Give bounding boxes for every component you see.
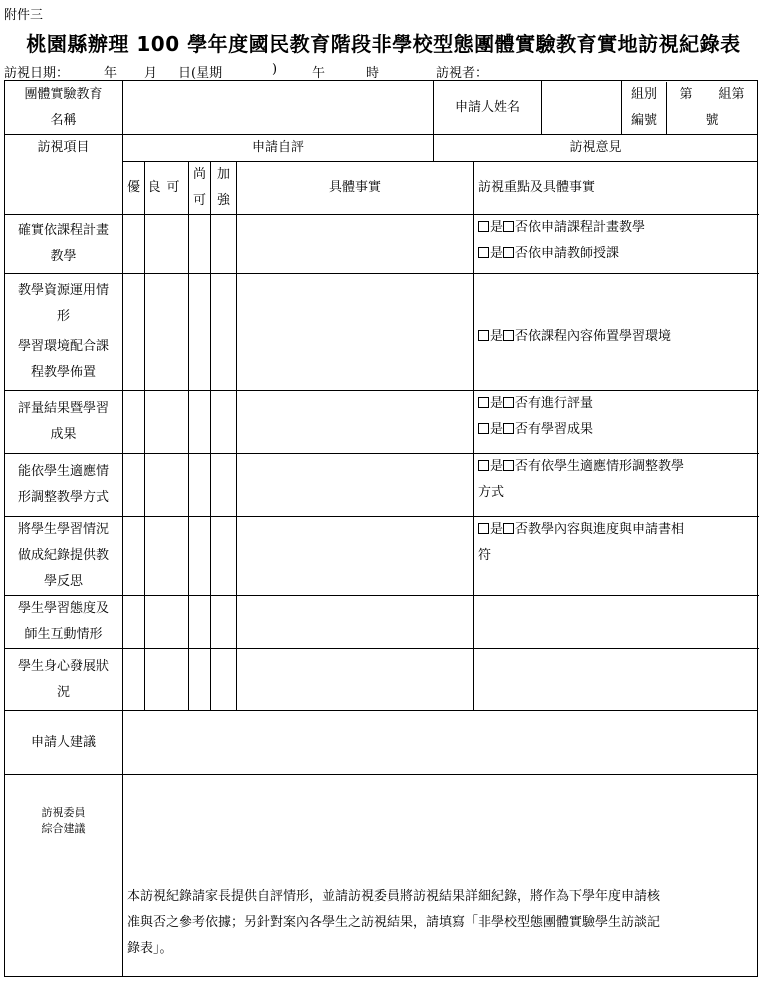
rating-good-ok[interactable] xyxy=(145,596,189,649)
row-item: 能依學生適應情 形調整教學方式 xyxy=(5,454,123,517)
close-paren: ) xyxy=(272,62,278,77)
rating-good-ok[interactable] xyxy=(145,517,189,596)
group-name-field[interactable] xyxy=(123,81,434,135)
ampm-label: 午 xyxy=(312,66,326,81)
committee-suggestion-field[interactable] xyxy=(123,775,758,977)
visit-focus-cell[interactable] xyxy=(474,649,758,711)
rating-fair[interactable] xyxy=(189,454,211,517)
facts-field[interactable] xyxy=(237,274,474,391)
visit-focus-label: 訪視重點及具體事實 xyxy=(474,162,758,215)
facts-field[interactable] xyxy=(237,649,474,711)
no-checkbox[interactable] xyxy=(503,330,514,341)
no-checkbox[interactable] xyxy=(503,460,514,471)
applicant-name-label: 申請人姓名 xyxy=(434,81,542,135)
facts-field[interactable] xyxy=(237,391,474,454)
visit-focus-cell: 是 否依課程內容佈置學習環境 xyxy=(474,274,758,391)
rating-excellent[interactable] xyxy=(123,215,145,274)
row-item: 將學生學習情況 做成紀錄提供教 學反思 xyxy=(5,517,123,596)
rating-excellent[interactable] xyxy=(123,596,145,649)
table-row xyxy=(5,215,758,274)
rating-good-ok[interactable] xyxy=(145,274,189,391)
rating-good-ok[interactable] xyxy=(145,454,189,517)
rating-excellent[interactable] xyxy=(123,517,145,596)
applicant-name-field[interactable] xyxy=(542,81,622,135)
rating-improve[interactable] xyxy=(211,274,237,391)
no-checkbox[interactable] xyxy=(503,523,514,534)
self-eval-label: 申請自評 xyxy=(123,135,434,162)
yes-checkbox[interactable] xyxy=(478,523,489,534)
applicant-suggestion-field[interactable] xyxy=(123,711,758,775)
no-checkbox[interactable] xyxy=(503,423,514,434)
good-ok-label: 良可 xyxy=(145,162,189,215)
group-name-label: 團體實驗教育 名稱 xyxy=(5,81,123,135)
table-row xyxy=(5,517,758,596)
month-label: 月 xyxy=(144,66,158,81)
rating-improve[interactable] xyxy=(211,454,237,517)
improve-label: 加 強 xyxy=(211,162,237,215)
row-item: 學生學習態度及 師生互動情形 xyxy=(5,596,123,649)
visit-focus-cell: 是 否教學內容與進度與申請書相 符 xyxy=(474,517,758,596)
table-row xyxy=(5,596,758,649)
form-note-line: 錄表」。 xyxy=(127,941,173,956)
facts-label: 具體事實 xyxy=(237,162,474,215)
form-title: 桃園縣辦理 100 學年度國民教育階段非學校型態團體實驗教育實地訪視紀錄表 xyxy=(26,32,741,56)
visit-opinion-label: 訪視意見 xyxy=(434,135,758,162)
rating-good-ok[interactable] xyxy=(145,649,189,711)
table-row xyxy=(5,391,758,454)
rating-fair[interactable] xyxy=(189,215,211,274)
rating-excellent[interactable] xyxy=(123,454,145,517)
rating-fair[interactable] xyxy=(189,596,211,649)
yes-checkbox[interactable] xyxy=(478,460,489,471)
facts-field[interactable] xyxy=(237,215,474,274)
table-row xyxy=(5,454,758,517)
group-number-cell: 組別 編號 第 組第 號 xyxy=(622,81,758,135)
table-row xyxy=(5,649,758,711)
rating-improve[interactable] xyxy=(211,215,237,274)
visit-date-label: 訪視日期： xyxy=(4,66,70,81)
visit-focus-cell[interactable] xyxy=(474,596,758,649)
rating-fair[interactable] xyxy=(189,517,211,596)
facts-field[interactable] xyxy=(237,517,474,596)
visit-focus-cell: 是 否有進行評量 是 否有學習成果 xyxy=(474,391,758,454)
rating-fair[interactable] xyxy=(189,274,211,391)
yes-checkbox[interactable] xyxy=(478,397,489,408)
rating-excellent[interactable] xyxy=(123,274,145,391)
form-note-line: 本訪視紀錄請家長提供自評情形，並請訪視委員將訪視結果詳細紀錄，將作為下學年度申請核 xyxy=(127,889,661,904)
year-label: 年 xyxy=(104,66,118,81)
visit-record-table xyxy=(4,80,758,977)
rating-excellent[interactable] xyxy=(123,649,145,711)
fair-label: 尚 可 xyxy=(189,162,211,215)
yes-checkbox[interactable] xyxy=(478,330,489,341)
no-checkbox[interactable] xyxy=(503,247,514,258)
applicant-suggestion-label: 申請人建議 xyxy=(5,711,123,775)
excellent-label: 優 xyxy=(123,162,145,215)
rating-fair[interactable] xyxy=(189,391,211,454)
rating-good-ok[interactable] xyxy=(145,215,189,274)
row-item: 評量結果暨學習 成果 xyxy=(5,391,123,454)
rating-excellent[interactable] xyxy=(123,391,145,454)
no-checkbox[interactable] xyxy=(503,221,514,232)
committee-suggestion-label: 訪視委員 綜合建議 xyxy=(5,775,123,977)
no-checkbox[interactable] xyxy=(503,397,514,408)
visitor-label: 訪視者： xyxy=(436,66,489,81)
yes-checkbox[interactable] xyxy=(478,247,489,258)
visit-focus-cell: 是 否有依學生適應情形調整教學 方式 xyxy=(474,454,758,517)
rating-fair[interactable] xyxy=(189,649,211,711)
yes-checkbox[interactable] xyxy=(478,423,489,434)
day-label: 日(星期 xyxy=(178,66,223,81)
row-item: 確實依課程計畫 教學 xyxy=(5,215,123,274)
table-row xyxy=(5,274,758,391)
yes-checkbox[interactable] xyxy=(478,221,489,232)
facts-field[interactable] xyxy=(237,454,474,517)
form-note-line: 准與否之參考依據；另針對案內各學生之訪視結果，請填寫「非學校型態團體實驗學生訪談記 xyxy=(127,915,661,930)
visit-item-label: 訪視項目 xyxy=(5,135,123,215)
hour-label: 時 xyxy=(366,66,380,81)
rating-improve[interactable] xyxy=(211,596,237,649)
rating-improve[interactable] xyxy=(211,391,237,454)
rating-improve[interactable] xyxy=(211,517,237,596)
rating-improve[interactable] xyxy=(211,649,237,711)
row-item: 教學資源運用情 形 學習環境配合課 程教學佈置 xyxy=(5,274,123,391)
row-item: 學生身心發展狀 況 xyxy=(5,649,123,711)
visit-focus-cell: 是 否依申請課程計畫教學 是 否依申請教師授課 xyxy=(474,215,758,274)
facts-field[interactable] xyxy=(237,596,474,649)
annex-label: 附件三 xyxy=(4,8,44,23)
rating-good-ok[interactable] xyxy=(145,391,189,454)
